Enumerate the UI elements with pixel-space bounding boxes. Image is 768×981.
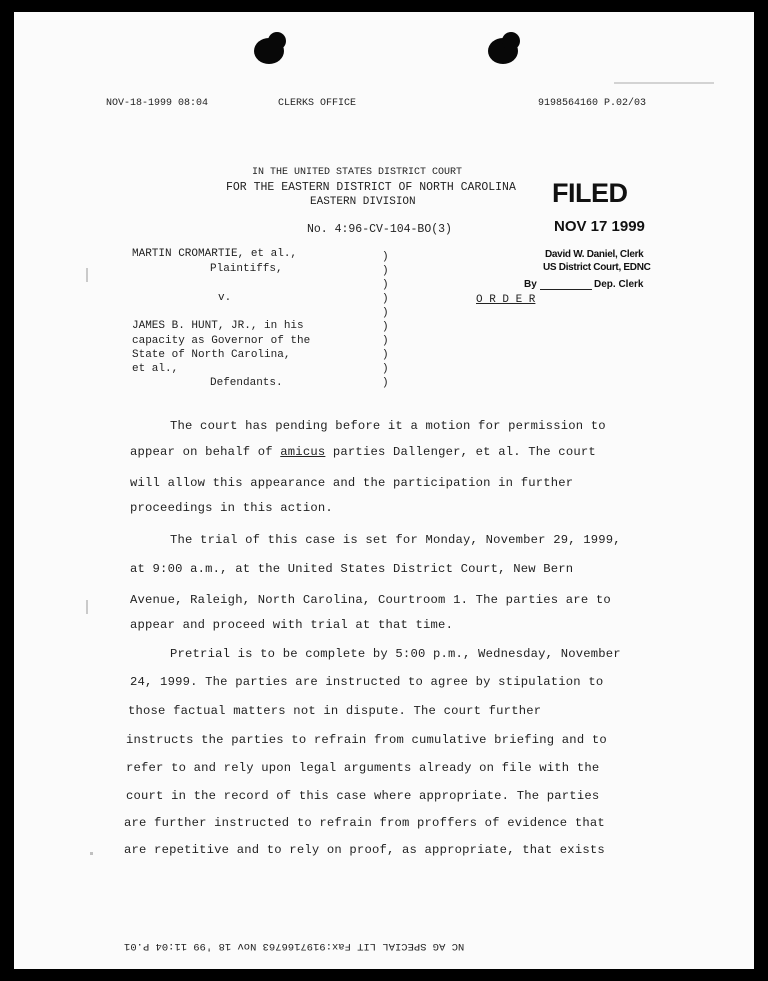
- body-line: at 9:00 a.m., at the United States District Court, New Bern: [130, 562, 574, 576]
- case-number: No. 4:96-CV-104-BO(3): [307, 223, 452, 236]
- scan-artifact: [90, 852, 93, 855]
- body-text: parties Dallenger, et al. The court: [325, 445, 596, 459]
- body-line: will allow this appearance and the participation in further: [130, 476, 574, 490]
- defendant-line-4: et al.,: [132, 363, 179, 375]
- punch-hole-left: [254, 38, 284, 64]
- filed-stamp-clerk: David W. Daniel, Clerk: [545, 249, 644, 260]
- court-line-2: FOR THE EASTERN DISTRICT OF NORTH CAROLINA: [226, 181, 516, 194]
- filed-stamp-dep: Dep. Clerk: [594, 279, 644, 290]
- body-line: Avenue, Raleigh, North Carolina, Courtroom 1. The parties are to: [130, 593, 611, 607]
- punch-hole-right: [488, 38, 518, 64]
- fax-datetime: NOV-18-1999 08:04: [106, 98, 209, 109]
- body-line: court in the record of this case where appropriate. The parties: [126, 789, 600, 803]
- body-text: appear on behalf of: [130, 445, 281, 459]
- order-title: O R D E R: [476, 294, 536, 306]
- body-line: proceedings in this action.: [130, 501, 333, 515]
- court-line-3: EASTERN DIVISION: [310, 196, 416, 208]
- document-page: [14, 12, 754, 969]
- body-line: Pretrial is to be complete by 5:00 p.m., Wednesday, November: [170, 647, 621, 661]
- defendant-role: Defendants.: [210, 377, 283, 389]
- body-line: 24, 1999. The parties are instructed to agree by stipulation to: [130, 675, 604, 689]
- body-line: [130, 445, 596, 459]
- scan-artifact: [86, 600, 88, 614]
- plaintiff-role: Plaintiffs,: [210, 263, 283, 275]
- caption-brackets: ) ) ) ) ) ) ) ) ) ): [382, 251, 389, 389]
- body-line: The trial of this case is set for Monday, November 29, 1999,: [170, 533, 621, 547]
- scan-artifact: [86, 268, 88, 282]
- fax-footer-inverted: NC AG SPECIAL LIT Fax:9197166763 Nov 18 '99 11:04 P.01: [124, 940, 465, 952]
- fax-number-page: 9198564160 P.02/03: [538, 98, 647, 109]
- body-line: those factual matters not in dispute. The court further: [128, 704, 542, 718]
- body-line: are repetitive and to rely on proof, as appropriate, that exists: [124, 843, 605, 857]
- plaintiff-name: MARTIN CROMARTIE, et al.,: [132, 248, 298, 260]
- defendant-line-1: JAMES B. HUNT, JR., in his: [132, 320, 304, 332]
- court-line-1: IN THE UNITED STATES DISTRICT COURT: [252, 167, 463, 178]
- defendant-line-2: capacity as Governor of the: [132, 335, 311, 347]
- fax-office: CLERKS OFFICE: [278, 98, 357, 109]
- body-line: refer to and rely upon legal arguments already on file with the: [126, 761, 600, 775]
- defendant-line-3: State of North Carolina,: [132, 349, 291, 361]
- body-line: appear and proceed with trial at that time.: [130, 618, 454, 632]
- body-line: instructs the parties to refrain from cumulative briefing and to: [126, 733, 607, 747]
- scan-artifact: [614, 82, 714, 84]
- filed-stamp-court: US District Court, EDNC: [543, 262, 651, 273]
- filed-stamp-date: NOV 17 1999: [554, 218, 645, 235]
- versus: v.: [218, 292, 232, 304]
- body-line: are further instructed to refrain from proffers of evidence that: [124, 816, 605, 830]
- body-line: The court has pending before it a motion for permission to: [170, 419, 606, 433]
- filed-stamp-title: FILED: [552, 178, 628, 208]
- filed-stamp-signature-line: [540, 289, 592, 290]
- amicus-term: amicus: [280, 445, 326, 459]
- filed-stamp-by: By: [524, 279, 537, 290]
